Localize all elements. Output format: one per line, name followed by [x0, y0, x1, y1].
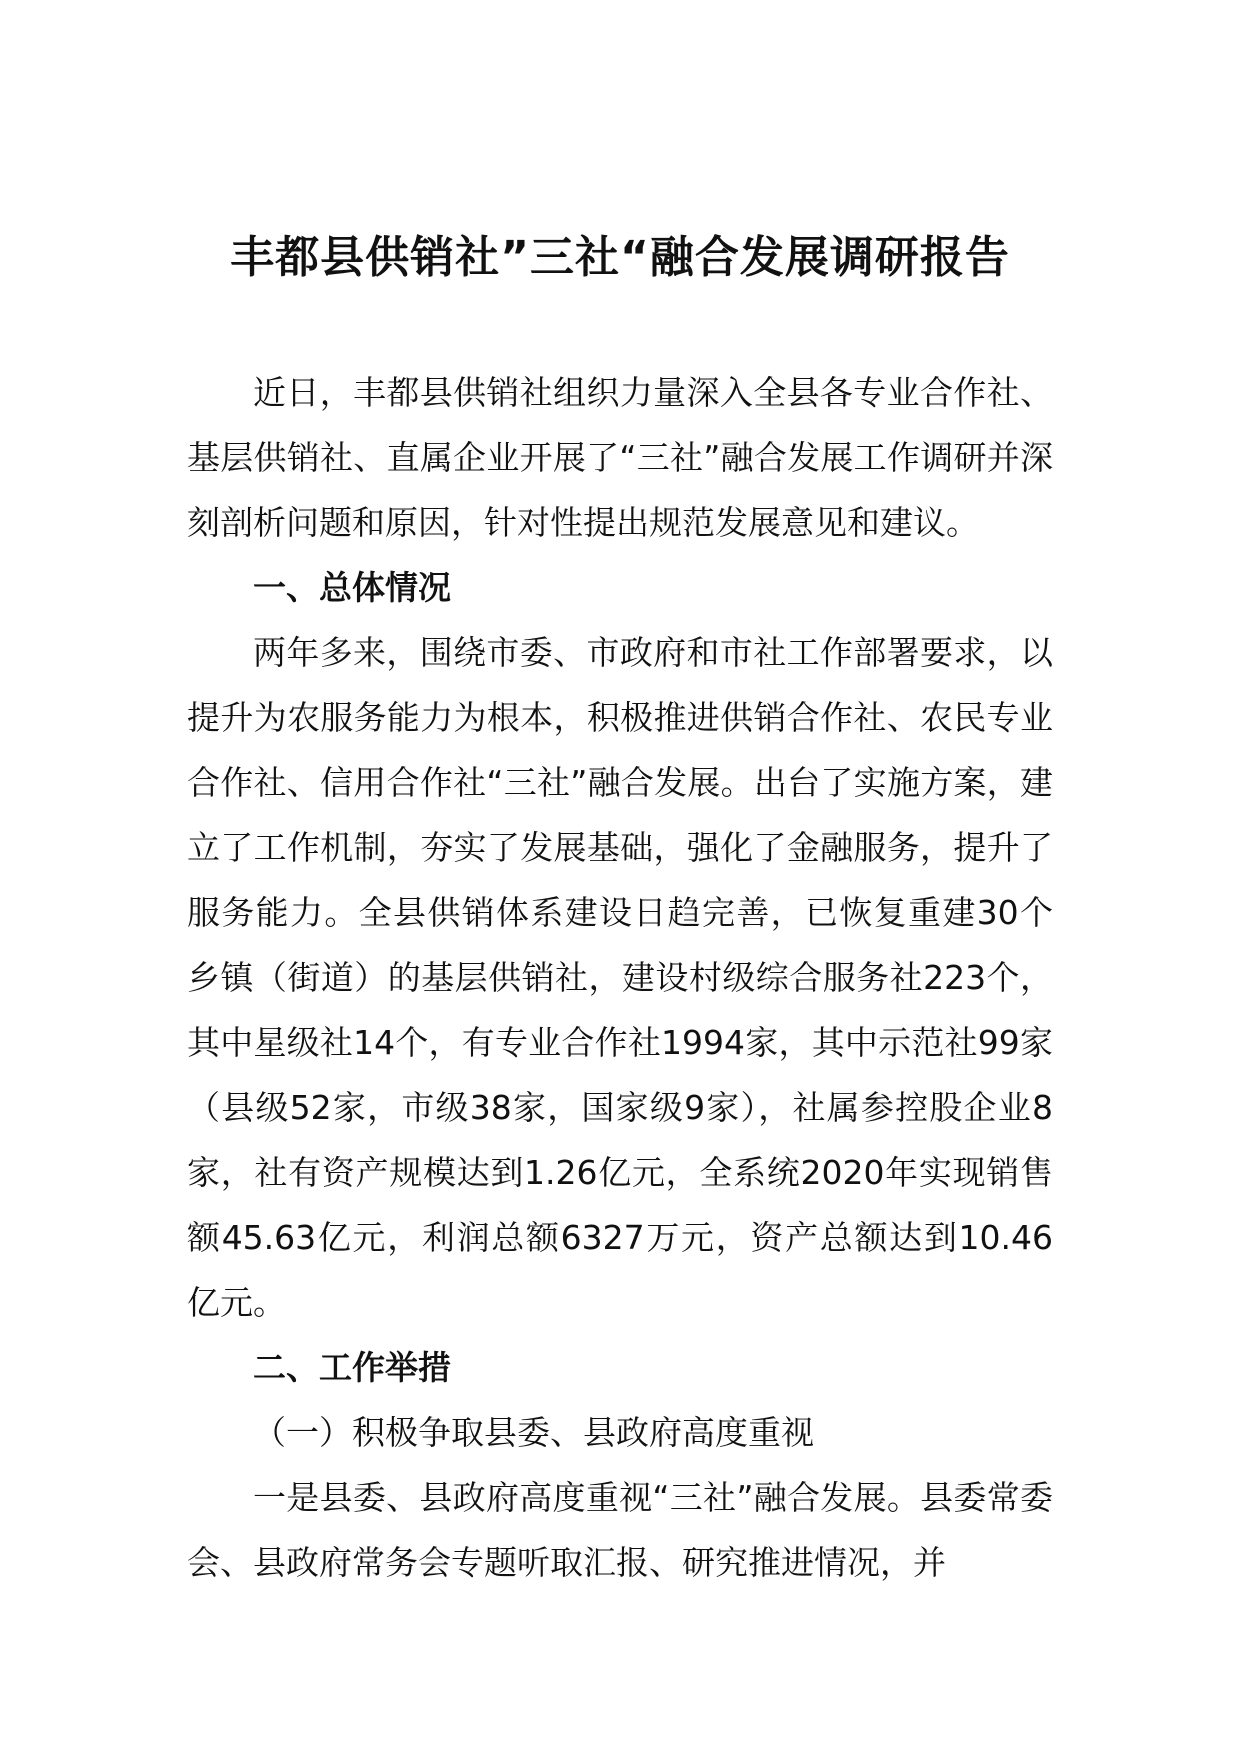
subsection-heading-1: （一）积极争取县委、县政府高度重视: [253, 1413, 814, 1452]
overview-paragraph: 两年多来，围绕市委、市政府和市社工作部署要求，以提升为农服务能力为根本，积极推进供销合作社、农民专业合作社、信用合作社“三社”融合发展。出台了实施方案，建立了工作机制，夯实了发展基础，强化了金融服务，提升了服务能力。全县供销体系建设日趋完善，已恢复重建30个乡镇（街道）的基层供销社，建设村级综合服务社223个，其中星级社14个，有专业合作社1994家，其中示范社99家（县级52家，市级38家，国家级9家），社属参控股企业8家，社有资产规模达到1.26亿元，全系统2020年实现销售额45.63亿元，利润总额6327万元，资产总额达到10.46亿元。: [187, 633, 1053, 1322]
section-heading-overview: 一、总体情况: [253, 568, 451, 607]
document-title: 丰都县供销社”三社“融合发展调研报告: [230, 232, 1010, 283]
intro-paragraph: 近日，丰都县供销社组织力量深入全县各专业合作社、基层供销社、直属企业开展了“三社”融合发展工作调研并深刻剖析问题和原因，针对性提出规范发展意见和建议。: [187, 373, 1053, 542]
document-body: [187, 360, 1053, 1595]
section-heading-measures: 二、工作举措: [253, 1348, 451, 1387]
measures-paragraph: 一是县委、县政府高度重视“三社”融合发展。县委常委会、县政府常务会专题听取汇报、研究推进情况，并: [187, 1478, 1053, 1582]
